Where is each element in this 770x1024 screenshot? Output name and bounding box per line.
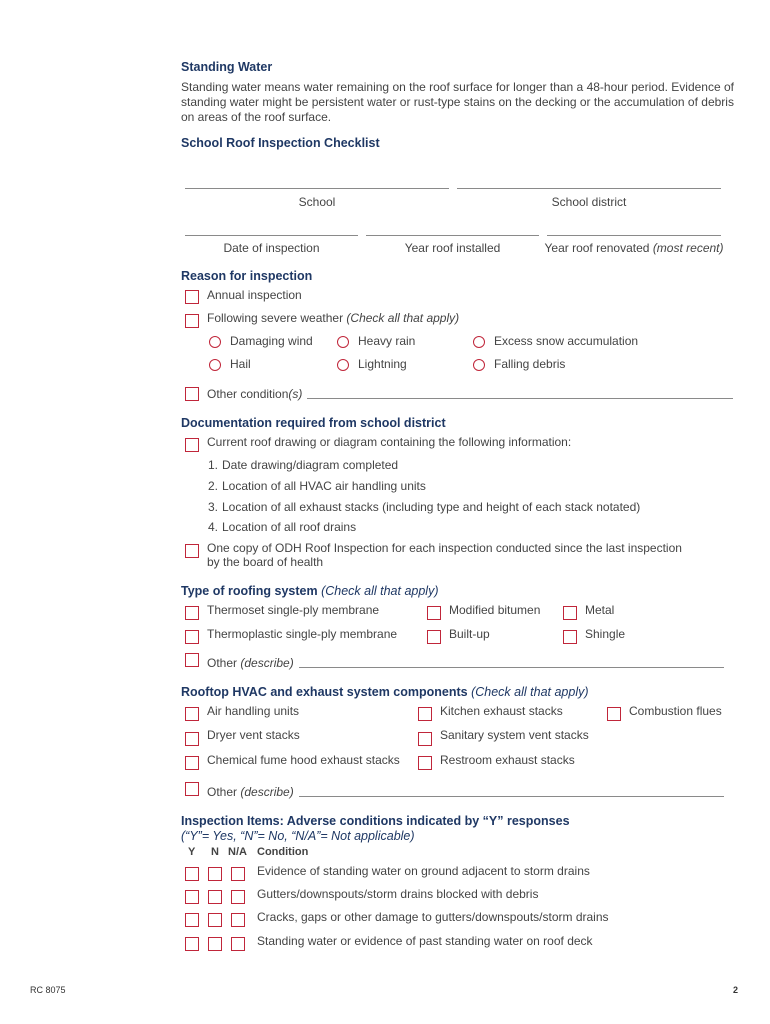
item-1-yes-checkbox[interactable] [185, 867, 199, 881]
odh-inspection-label-continued: by the board of health [207, 555, 324, 569]
metal-label: Metal [585, 603, 615, 617]
inspection-legend: (“Y”= Yes, “N”= No, “N/A”= Not applicable) [181, 829, 415, 843]
thermoplastic-label: Thermoplastic single-ply membrane [207, 627, 398, 641]
hail-label: Hail [230, 357, 251, 371]
doc-item-number: 4. [208, 520, 219, 534]
page-number: 2 [733, 985, 739, 995]
item-4-na-checkbox[interactable] [231, 937, 245, 951]
date-of-inspection-label: Date of inspection [223, 241, 320, 255]
falling-debris-radio[interactable] [473, 359, 485, 371]
air-handling-label: Air handling units [207, 704, 300, 718]
reason-heading: Reason for inspection [181, 269, 313, 283]
damaging-wind-radio[interactable] [209, 336, 221, 348]
thermoplastic-checkbox[interactable] [185, 630, 199, 644]
inspection-item-label: Standing water or evidence of past standing water on roof deck [257, 934, 593, 948]
roofing-other-label: Other (describe) [207, 656, 294, 670]
school-field-line[interactable] [185, 188, 449, 189]
checklist-title: School Roof Inspection Checklist [181, 136, 380, 150]
year-renovated-field-line[interactable] [547, 235, 721, 236]
inspection-item-label: Evidence of standing water on ground adjacent to storm drains [257, 864, 590, 878]
standing-water-paragraph: Standing water means water remaining on the roof surface for longer than a 48-hour period. Evidence of standing water might be persistent water or rust-type stains on the decking or the accumulation of debris on areas of the roof surface. [181, 80, 734, 124]
damaging-wind-label: Damaging wind [230, 334, 313, 348]
doc-item-text: Location of all HVAC air handling units [222, 479, 426, 493]
year-installed-field-line[interactable] [366, 235, 539, 236]
roofing-other-checkbox[interactable] [185, 653, 199, 667]
column-header-y: Y [188, 846, 196, 858]
annual-inspection-checkbox[interactable] [185, 290, 199, 304]
roofing-other-field-line[interactable] [299, 667, 724, 668]
restroom-exhaust-label: Restroom exhaust stacks [440, 753, 575, 767]
odh-inspection-label: One copy of ODH Roof Inspection for each inspection conducted since the last inspection [207, 541, 682, 555]
item-3-yes-checkbox[interactable] [185, 913, 199, 927]
hail-radio[interactable] [209, 359, 221, 371]
combustion-flues-checkbox[interactable] [607, 707, 621, 721]
item-1-na-checkbox[interactable] [231, 867, 245, 881]
item-3-na-checkbox[interactable] [231, 913, 245, 927]
doc-item-text: Date drawing/diagram completed [222, 458, 399, 472]
lightning-label: Lightning [358, 357, 407, 371]
other-condition-label: Other condition(s) [207, 387, 303, 401]
item-2-yes-checkbox[interactable] [185, 890, 199, 904]
dryer-vent-checkbox[interactable] [185, 732, 199, 746]
built-up-label: Built-up [449, 627, 490, 641]
chemical-fume-hood-label: Chemical fume hood exhaust stacks [207, 753, 400, 767]
item-3-no-checkbox[interactable] [208, 913, 222, 927]
doc-item-number: 3. [208, 500, 219, 514]
kitchen-exhaust-label: Kitchen exhaust stacks [440, 704, 563, 718]
chemical-fume-hood-checkbox[interactable] [185, 756, 199, 770]
hvac-other-checkbox[interactable] [185, 782, 199, 796]
doc-item-number: 1. [208, 458, 219, 472]
item-1-no-checkbox[interactable] [208, 867, 222, 881]
thermoset-checkbox[interactable] [185, 606, 199, 620]
combustion-flues-label: Combustion flues [629, 704, 722, 718]
school-district-field-line[interactable] [457, 188, 721, 189]
excess-snow-label: Excess snow accumulation [494, 334, 639, 348]
dryer-vent-label: Dryer vent stacks [207, 728, 300, 742]
shingle-checkbox[interactable] [563, 630, 577, 644]
inspection-item-label: Cracks, gaps or other damage to gutters/downspouts/storm drains [257, 910, 609, 924]
severe-weather-checkbox[interactable] [185, 314, 199, 328]
hvac-heading: Rooftop HVAC and exhaust system components (Check all that apply) [181, 685, 589, 699]
item-4-yes-checkbox[interactable] [185, 937, 199, 951]
inspection-item-label: Gutters/downspouts/storm drains blocked with debris [257, 887, 539, 901]
roof-drawing-checkbox[interactable] [185, 438, 199, 452]
sanitary-vent-label: Sanitary system vent stacks [440, 728, 589, 742]
modified-bitumen-checkbox[interactable] [427, 606, 441, 620]
excess-snow-radio[interactable] [473, 336, 485, 348]
school-district-label: School district [551, 195, 627, 209]
doc-item-text: Location of all roof drains [222, 520, 357, 534]
year-installed-label: Year roof installed [404, 241, 501, 255]
form-number: RC 8075 [30, 985, 66, 995]
documentation-heading: Documentation required from school district [181, 416, 446, 430]
heavy-rain-label: Heavy rain [358, 334, 416, 348]
modified-bitumen-label: Modified bitumen [449, 603, 541, 617]
item-2-na-checkbox[interactable] [231, 890, 245, 904]
year-renovated-label: Year roof renovated (most recent) [544, 241, 724, 255]
other-condition-checkbox[interactable] [185, 387, 199, 401]
roofing-heading: Type of roofing system (Check all that apply) [181, 584, 439, 598]
built-up-checkbox[interactable] [427, 630, 441, 644]
date-of-inspection-field-line[interactable] [185, 235, 358, 236]
hvac-other-label: Other (describe) [207, 785, 294, 799]
lightning-radio[interactable] [337, 359, 349, 371]
severe-weather-label: Following severe weather (Check all that apply) [207, 311, 460, 325]
thermoset-label: Thermoset single-ply membrane [207, 603, 380, 617]
column-header-condition: Condition [257, 846, 309, 858]
metal-checkbox[interactable] [563, 606, 577, 620]
shingle-label: Shingle [585, 627, 626, 641]
hvac-other-field-line[interactable] [299, 796, 724, 797]
item-2-no-checkbox[interactable] [208, 890, 222, 904]
air-handling-checkbox[interactable] [185, 707, 199, 721]
school-label: School [298, 195, 336, 209]
restroom-exhaust-checkbox[interactable] [418, 756, 432, 770]
heavy-rain-radio[interactable] [337, 336, 349, 348]
sanitary-vent-checkbox[interactable] [418, 732, 432, 746]
roof-drawing-label: Current roof drawing or diagram containing the following information: [207, 435, 572, 449]
kitchen-exhaust-checkbox[interactable] [418, 707, 432, 721]
odh-inspection-checkbox[interactable] [185, 544, 199, 558]
standing-water-heading: Standing Water [181, 60, 273, 74]
doc-item-text: Location of all exhaust stacks (including type and height of each stack notated) [222, 500, 641, 514]
falling-debris-label: Falling debris [494, 357, 566, 371]
other-condition-field-line[interactable] [307, 398, 733, 399]
column-header-n: N [211, 846, 219, 858]
inspection-heading: Inspection Items: Adverse conditions indicated by “Y” responses [181, 814, 570, 828]
item-4-no-checkbox[interactable] [208, 937, 222, 951]
annual-inspection-label: Annual inspection [207, 288, 302, 302]
doc-item-number: 2. [208, 479, 219, 493]
column-header-na: N/A [228, 846, 247, 858]
